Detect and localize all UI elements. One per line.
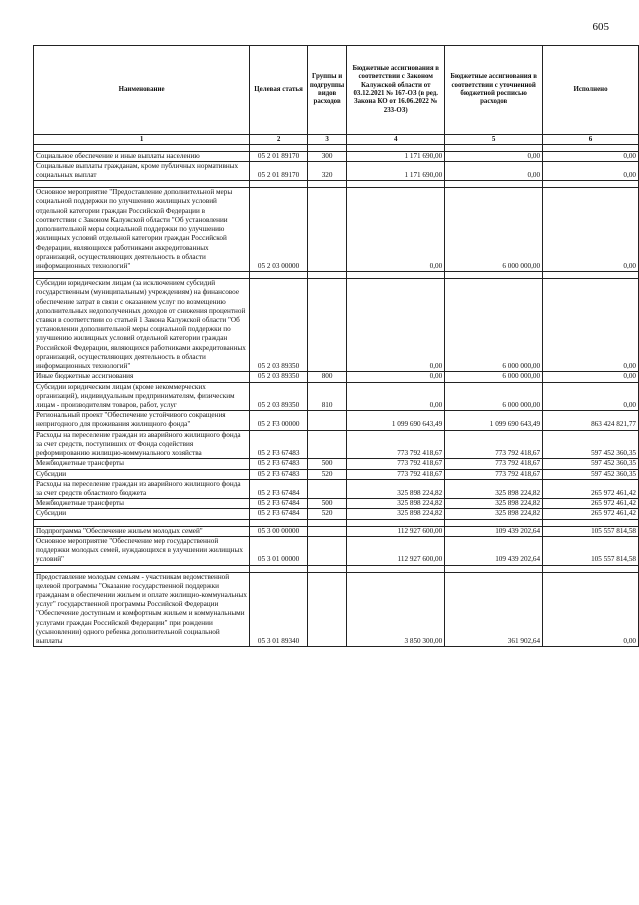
cell-budget-law: 1 099 690 643,49 — [347, 411, 445, 430]
cell-name: Основное мероприятие "Обеспечение мер государственной поддержки молодых семей, нуждающихся в улучшении жилищных условий" — [34, 536, 250, 565]
cell-name: Субсидии юридическим лицам (за исключением субсидий государственным (муниципальным) учреждениям) на финансовое обеспечение затрат в связи с оказанием услуг по возмещению дополнительных недополученных доходов от снижения процентной ставки в соответствии со статьей 1 Закона Калужской области "Об установлении дополнительной меры социальной поддержки по улучшению жилищных условий отдельной категории граждан Российской Федерации, являющихся работниками аккредитованных организаций, осуществляющих деятельность в области информационных технологий" — [34, 279, 250, 372]
spacer-cell — [250, 519, 308, 526]
cell-target: 05 2 03 89350 — [250, 372, 308, 382]
cell-budget-refined: 361 902,64 — [445, 572, 543, 647]
cell-group: 520 — [307, 469, 346, 479]
cell-budget-law: 773 792 418,67 — [347, 459, 445, 469]
cell-group: 800 — [307, 372, 346, 382]
table-row — [34, 372, 639, 382]
col-number: 2 — [250, 135, 308, 145]
cell-name: Иные бюджетные ассигнования — [34, 372, 250, 382]
cell-budget-refined: 109 439 202,64 — [445, 526, 543, 536]
cell-budget-refined: 773 792 418,67 — [445, 469, 543, 479]
table-row — [34, 479, 639, 498]
spacer-cell — [543, 272, 639, 279]
spacer-cell — [543, 519, 639, 526]
cell-budget-refined: 6 000 000,00 — [445, 279, 543, 372]
header-group: Группы и подгруппы видов расходов — [307, 46, 346, 135]
cell-group — [307, 572, 346, 647]
cell-target: 05 2 03 00000 — [250, 188, 308, 272]
cell-group — [307, 430, 346, 459]
table-row — [34, 382, 639, 411]
spacer-cell — [250, 565, 308, 572]
header-target: Целевая статья — [250, 46, 308, 135]
budget-table — [33, 45, 639, 647]
table-row — [34, 499, 639, 509]
spacer-cell — [307, 565, 346, 572]
cell-budget-law: 112 927 600,00 — [347, 526, 445, 536]
cell-executed: 0,00 — [543, 382, 639, 411]
cell-group: 810 — [307, 382, 346, 411]
table-row — [34, 151, 639, 161]
table-row — [34, 411, 639, 430]
cell-target: 05 2 03 89350 — [250, 279, 308, 372]
cell-name: Субсидии юридическим лицам (кроме некоммерческих организаций), индивидуальным предпринимателям, физическим лицам - производителям товаров, работ, услуг — [34, 382, 250, 411]
cell-target: 05 2 F3 67483 — [250, 430, 308, 459]
cell-budget-law: 773 792 418,67 — [347, 430, 445, 459]
cell-executed: 597 452 360,35 — [543, 459, 639, 469]
cell-executed: 597 452 360,35 — [543, 469, 639, 479]
cell-group — [307, 279, 346, 372]
cell-group: 300 — [307, 151, 346, 161]
cell-name: Социальные выплаты гражданам, кроме публичных нормативных социальных выплат — [34, 161, 250, 180]
header-budget-refined: Бюджетные ассигнования в соответствии с уточненной бюджетной росписью расходов — [445, 46, 543, 135]
cell-group — [307, 536, 346, 565]
cell-target: 05 2 F3 67483 — [250, 469, 308, 479]
cell-group — [307, 479, 346, 498]
cell-name: Расходы на переселение граждан из аварийного жилищного фонда за счет средств, поступивших от Фонда содействия реформированию жилищно-коммунального хозяйства — [34, 430, 250, 459]
col-number: 6 — [543, 135, 639, 145]
table-row — [34, 279, 639, 372]
col-number: 1 — [34, 135, 250, 145]
col-number: 4 — [347, 135, 445, 145]
spacer-cell — [34, 181, 250, 188]
cell-name: Основное мероприятие "Предоставление дополнительной меры социальной поддержки по улучшению жилищных условий отдельной категории граждан Российской Федерации в соответствии с Законом Калужской области "Об установлении дополнительной меры социальной поддержки по улучшению жилищных условий отдельной категории граждан Российской Федерации, являющихся работниками аккредитованных организаций, осуществляющих деятельность в области информационных технологий" — [34, 188, 250, 272]
cell-group: 320 — [307, 161, 346, 180]
cell-name: Подпрограмма "Обеспечение жильем молодых семей" — [34, 526, 250, 536]
cell-target: 05 2 F3 67484 — [250, 509, 308, 519]
spacer-cell — [307, 272, 346, 279]
spacer-cell — [34, 272, 250, 279]
spacer-cell — [307, 519, 346, 526]
cell-budget-refined: 0,00 — [445, 151, 543, 161]
cell-executed: 0,00 — [543, 188, 639, 272]
table-row — [34, 161, 639, 180]
cell-executed: 0,00 — [543, 161, 639, 180]
table-row — [34, 430, 639, 459]
page-number: 605 — [592, 21, 609, 33]
cell-budget-refined: 109 439 202,64 — [445, 536, 543, 565]
spacer-cell — [445, 144, 543, 151]
cell-executed: 597 452 360,35 — [543, 430, 639, 459]
cell-group — [307, 526, 346, 536]
table-row — [34, 459, 639, 469]
cell-budget-refined: 6 000 000,00 — [445, 188, 543, 272]
cell-name: Социальное обеспечение и иные выплаты населению — [34, 151, 250, 161]
cell-budget-law: 112 927 600,00 — [347, 536, 445, 565]
table-body — [34, 144, 639, 647]
cell-executed: 265 972 461,42 — [543, 479, 639, 498]
spacer-cell — [34, 519, 250, 526]
cell-target: 05 3 01 89340 — [250, 572, 308, 647]
cell-budget-law: 0,00 — [347, 382, 445, 411]
spacer-cell — [307, 181, 346, 188]
table-row — [34, 469, 639, 479]
cell-budget-refined: 1 099 690 643,49 — [445, 411, 543, 430]
cell-budget-law: 1 171 690,00 — [347, 151, 445, 161]
col-number: 3 — [307, 135, 346, 145]
cell-budget-law: 0,00 — [347, 188, 445, 272]
cell-budget-refined: 325 898 224,82 — [445, 499, 543, 509]
cell-budget-refined: 325 898 224,82 — [445, 479, 543, 498]
spacer-cell — [543, 181, 639, 188]
cell-executed: 0,00 — [543, 572, 639, 647]
cell-target: 05 3 00 00000 — [250, 526, 308, 536]
spacer-cell — [347, 181, 445, 188]
cell-target: 05 2 01 89170 — [250, 161, 308, 180]
cell-executed: 105 557 814,58 — [543, 526, 639, 536]
table-row — [34, 536, 639, 565]
cell-name: Предоставление молодым семьям - участникам ведомственной целевой программы "Оказание государственной поддержки гражданам в обеспечении жильем и оплате жилищно-коммунальных услуг" государственной программы Российской Федерации "Обеспечение доступным и комфортным жильем и коммунальными услугами граждан Российской Федерации" при рождении (усыновлении) одного ребенка дополнительной социальной выплаты — [34, 572, 250, 647]
cell-budget-refined: 773 792 418,67 — [445, 459, 543, 469]
table-row — [34, 572, 639, 647]
spacer-row — [34, 144, 639, 151]
cell-budget-refined: 6 000 000,00 — [445, 382, 543, 411]
spacer-cell — [347, 519, 445, 526]
spacer-row — [34, 565, 639, 572]
cell-target: 05 2 F3 67484 — [250, 479, 308, 498]
cell-name: Региональный проект "Обеспечение устойчивого сокращения непригодного для проживания жилищного фонда" — [34, 411, 250, 430]
header-row — [34, 46, 639, 135]
cell-group — [307, 411, 346, 430]
cell-budget-refined: 325 898 224,82 — [445, 509, 543, 519]
cell-budget-law: 0,00 — [347, 279, 445, 372]
cell-budget-law: 325 898 224,82 — [347, 499, 445, 509]
cell-group: 500 — [307, 459, 346, 469]
cell-executed: 265 972 461,42 — [543, 509, 639, 519]
table-row — [34, 526, 639, 536]
spacer-cell — [250, 272, 308, 279]
cell-executed: 105 557 814,58 — [543, 536, 639, 565]
cell-target: 05 2 F3 67483 — [250, 459, 308, 469]
table-row — [34, 509, 639, 519]
spacer-cell — [34, 565, 250, 572]
cell-name: Межбюджетные трансферты — [34, 499, 250, 509]
col-number: 5 — [445, 135, 543, 145]
spacer-cell — [250, 181, 308, 188]
column-number-row — [34, 135, 639, 145]
cell-executed: 0,00 — [543, 279, 639, 372]
cell-name: Расходы на переселение граждан из аварийного жилищного фонда за счет средств областного бюджета — [34, 479, 250, 498]
cell-group — [307, 188, 346, 272]
cell-executed: 265 972 461,42 — [543, 499, 639, 509]
spacer-row — [34, 181, 639, 188]
cell-target: 05 3 01 00000 — [250, 536, 308, 565]
spacer-cell — [250, 144, 308, 151]
header-budget-law: Бюджетные ассигнования в соответствии с Законом Калужской области от 03.12.2021 № 167-ОЗ (в ред. Закона КО от 16.06.2022 № 233-ОЗ) — [347, 46, 445, 135]
cell-executed: 0,00 — [543, 151, 639, 161]
cell-name: Субсидии — [34, 509, 250, 519]
cell-target: 05 2 03 89350 — [250, 382, 308, 411]
spacer-cell — [445, 272, 543, 279]
cell-executed: 863 424 821,77 — [543, 411, 639, 430]
cell-target: 05 2 01 89170 — [250, 151, 308, 161]
cell-budget-law: 773 792 418,67 — [347, 469, 445, 479]
cell-budget-law: 325 898 224,82 — [347, 509, 445, 519]
spacer-cell — [445, 565, 543, 572]
spacer-cell — [347, 565, 445, 572]
spacer-cell — [34, 144, 250, 151]
cell-target: 05 2 F3 67484 — [250, 499, 308, 509]
spacer-cell — [543, 565, 639, 572]
spacer-cell — [347, 144, 445, 151]
cell-budget-refined: 6 000 000,00 — [445, 372, 543, 382]
table-row — [34, 188, 639, 272]
cell-target: 05 2 F3 00000 — [250, 411, 308, 430]
spacer-cell — [307, 144, 346, 151]
cell-budget-law: 3 850 300,00 — [347, 572, 445, 647]
cell-executed: 0,00 — [543, 372, 639, 382]
spacer-cell — [445, 181, 543, 188]
spacer-cell — [347, 272, 445, 279]
spacer-cell — [445, 519, 543, 526]
cell-group: 500 — [307, 499, 346, 509]
cell-budget-law: 0,00 — [347, 372, 445, 382]
cell-group: 520 — [307, 509, 346, 519]
cell-budget-refined: 773 792 418,67 — [445, 430, 543, 459]
spacer-row — [34, 272, 639, 279]
cell-name: Субсидии — [34, 469, 250, 479]
cell-budget-law: 325 898 224,82 — [347, 479, 445, 498]
spacer-row — [34, 519, 639, 526]
spacer-cell — [543, 144, 639, 151]
cell-budget-refined: 0,00 — [445, 161, 543, 180]
cell-budget-law: 1 171 690,00 — [347, 161, 445, 180]
header-executed: Исполнено — [543, 46, 639, 135]
header-name: Наименование — [34, 46, 250, 135]
cell-name: Межбюджетные трансферты — [34, 459, 250, 469]
